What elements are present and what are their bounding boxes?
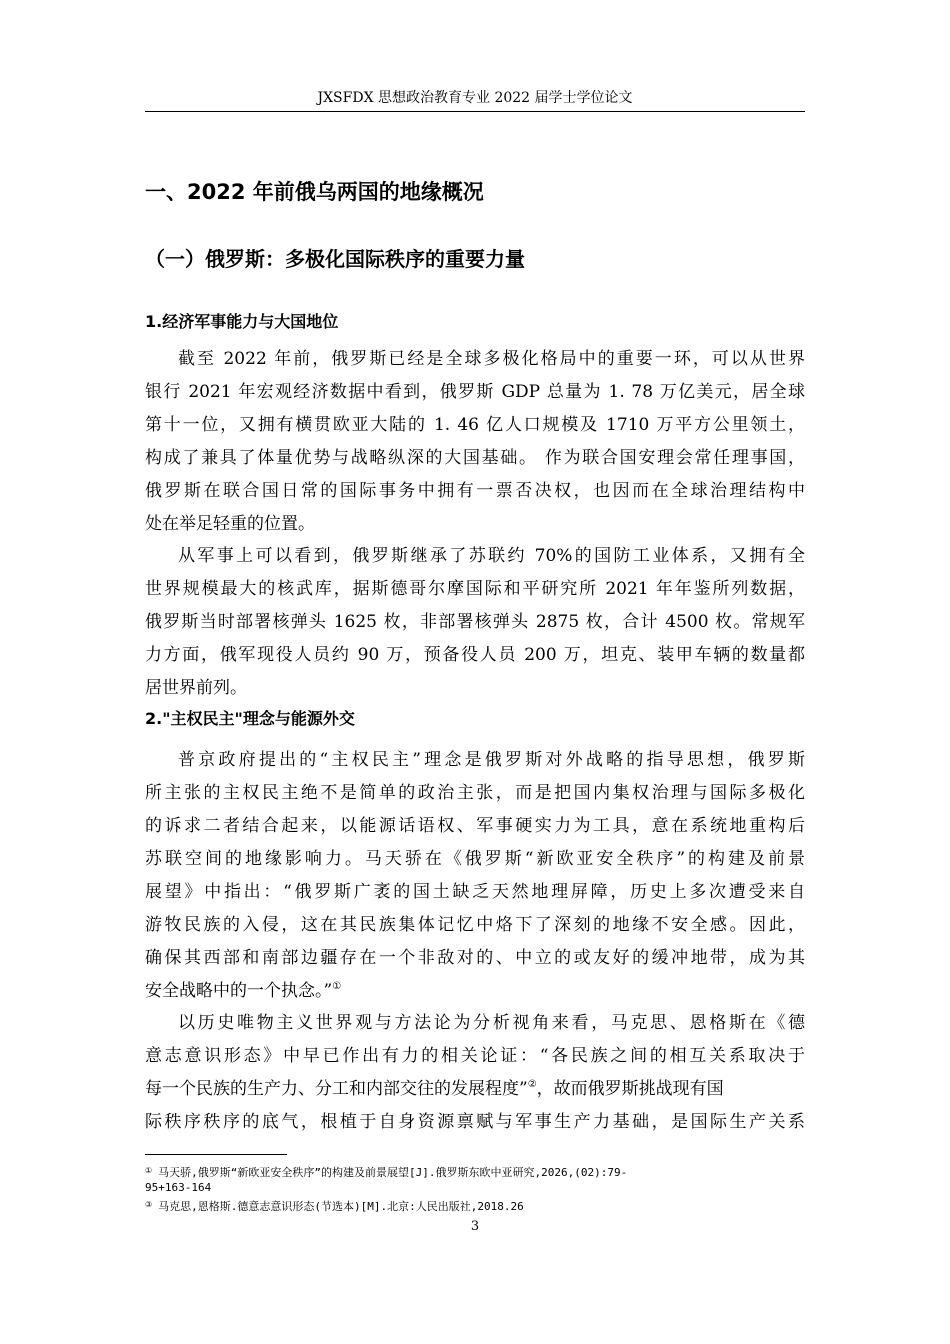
- subsection-heading-1: 1.经济军事能力与大国地位: [145, 312, 339, 331]
- text-line: 处在举足轻重的位置。: [145, 514, 315, 534]
- section-heading: （一）俄罗斯：多极化国际秩序的重要力量: [145, 247, 525, 271]
- text-line: 际秩序秩序的底气，根植于自身资源禀赋与军事生产力基础，是国际生产关系: [145, 1112, 805, 1132]
- text-fragment: 每一个民族的生产力、分工和内部交往的发展程度”: [145, 1079, 528, 1099]
- footnote-1-continuation: 95+163-164: [145, 1181, 212, 1194]
- header-rule: [145, 111, 805, 112]
- text-line: 的诉求二者结合起来，以能源话语权、军事硬实力为工具，意在系统地重构后: [145, 816, 805, 836]
- footnote-2: [145, 1197, 805, 1215]
- text-line: 第十一位，又拥有横贯欧亚大陆的 1. 46 亿人口规模及 1710 万平方公里领土，: [145, 415, 805, 435]
- text-line: 居世界前列。: [145, 678, 247, 698]
- footnote-marker: ①: [145, 1166, 153, 1175]
- page-number: 3: [470, 1219, 480, 1234]
- text-line: [145, 1073, 805, 1105]
- subsection-heading-2: 2."主权民主"理念与能源外交: [145, 709, 355, 728]
- text-line: 世界规模最大的核武库，据斯德哥尔摩国际和平研究所 2021 年年鉴所列数据，: [145, 579, 805, 599]
- chapter-heading: 一、2022 年前俄乌两国的地缘概况: [145, 180, 484, 204]
- text-line: 俄罗斯在联合国日常的国际事务中拥有一票否决权，也因而在全球治理结构中: [145, 481, 805, 501]
- footnote-text: 马天骄,俄罗斯“新欧亚安全秩序”的构建及前景展望[J].俄罗斯东欧中亚研究,2026,(02):79-: [158, 1166, 628, 1179]
- text-line: 普京政府提出的“主权民主”理念是俄罗斯对外战略的指导思想，俄罗斯: [178, 750, 805, 770]
- text-line: 所主张的主权民主绝不是简单的政治主张，而是把国内集权治理与国际多极化: [145, 783, 805, 803]
- text-line: 意志意识形态》中早已作出有力的相关论证：“各民族之间的相互关系取决于: [145, 1046, 805, 1066]
- text-line: 俄罗斯当时部署核弹头 1625 枚，非部署核弹头 2875 枚，合计 4500 枚。常规军: [145, 612, 805, 632]
- footnote-1: [145, 1163, 805, 1181]
- text-line: 力方面，俄军现役人员约 90 万，预备役人员 200 万，坦克、装甲车辆的数量都: [145, 645, 805, 665]
- text-fragment: ，故而俄罗斯挑战现有国: [536, 1079, 724, 1099]
- text-line: 苏联空间的地缘影响力。马天骄在《俄罗斯“新欧亚安全秩序”的构建及前景: [145, 849, 805, 869]
- text-line: 以历史唯物主义世界观与方法论为分析视角来看，马克思、恩格斯在《德: [178, 1013, 805, 1033]
- text-line: 展望》中指出：“俄罗斯广袤的国土缺乏天然地理屏障，历史上多次遭受来自: [145, 882, 805, 902]
- footnote-ref-2[interactable]: ②: [527, 1079, 537, 1090]
- footnote-text: 马克思,恩格斯.德意志意识形态(节选本)[M].北京:人民出版社,2018.26: [158, 1200, 524, 1213]
- text-line: 从军事上可以看到，俄罗斯继承了苏联约 70%的国防工业体系，又拥有全: [178, 546, 805, 566]
- text-line: 银行 2021 年宏观经济数据中看到，俄罗斯 GDP 总量为 1. 78 万亿美元，居全球: [145, 382, 805, 402]
- text-line: 确保其西部和南部边疆存在一个非敌对的、中立的或友好的缓冲地带，成为其: [145, 948, 805, 968]
- text-line: [145, 975, 805, 1007]
- text-line: 游牧民族的入侵，这在其民族集体记忆中烙下了深刻的地缘不安全感。因此，: [145, 915, 805, 935]
- running-header: JXSFDX 思想政治教育专业 2022 届学士学位论文: [317, 90, 633, 106]
- footnote-marker: ③: [145, 1200, 153, 1209]
- text-fragment: 安全战略中的一个执念。”: [145, 981, 333, 1001]
- text-line: 构成了兼具了体量优势与战略纵深的大国基础。 作为联合国安理会常任理事国，: [145, 448, 805, 468]
- footnote-ref-1[interactable]: ①: [332, 981, 342, 992]
- text-line: 截至 2022 年前，俄罗斯已经是全球多极化格局中的重要一环，可以从世界: [178, 349, 805, 369]
- footnote-separator: [145, 1154, 287, 1155]
